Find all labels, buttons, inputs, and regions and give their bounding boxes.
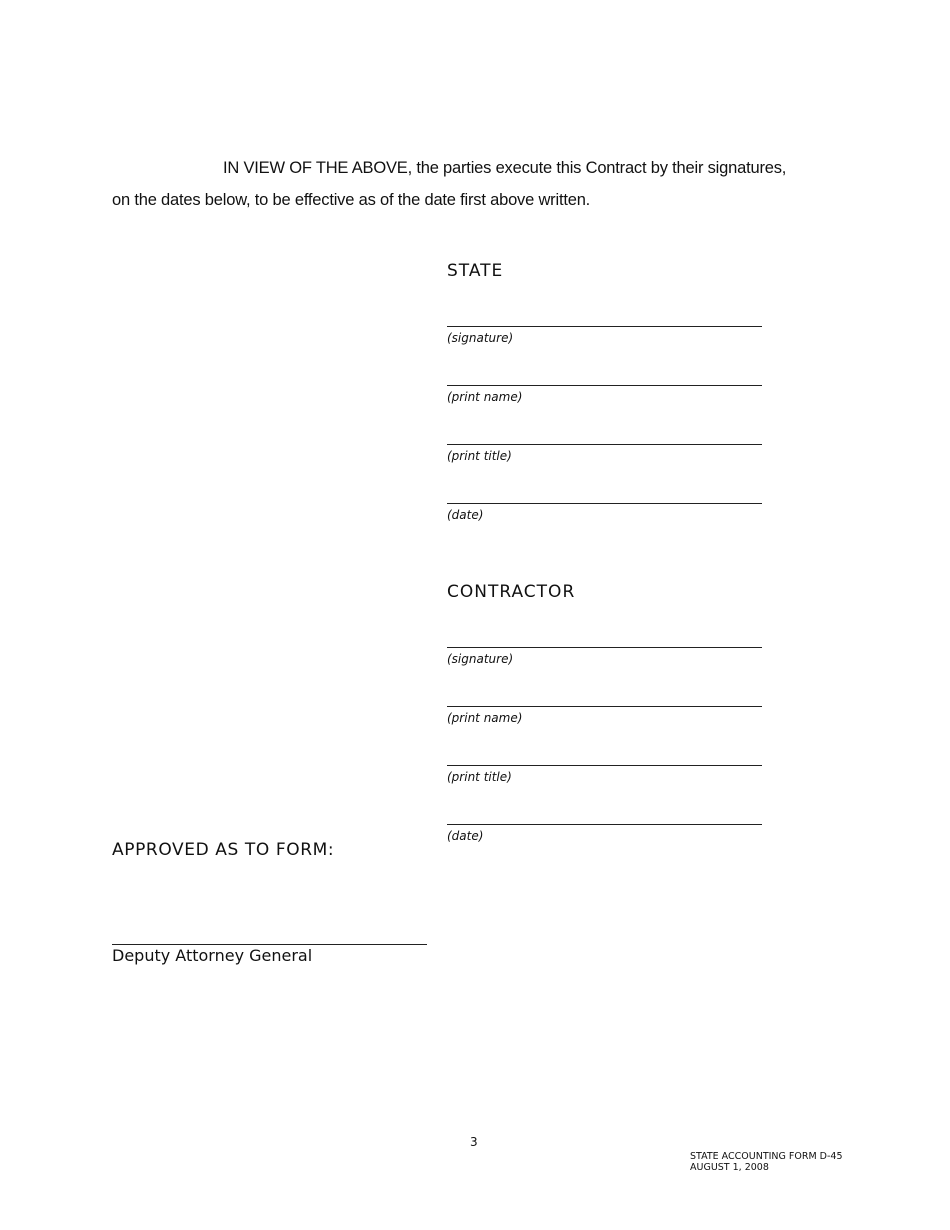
- intro-line-1: IN VIEW OF THE ABOVE, the parties execute this Contract by their signatures,: [223, 159, 787, 177]
- state-print-name-field[interactable]: [447, 372, 767, 405]
- state-print-title-caption: (print title): [447, 449, 512, 463]
- state-date-field[interactable]: [447, 490, 767, 523]
- intro-paragraph: [112, 152, 832, 216]
- state-date-line[interactable]: [447, 503, 762, 504]
- contractor-print-name-field[interactable]: [447, 693, 767, 726]
- state-print-name-caption: (print name): [447, 390, 523, 404]
- state-signature-field[interactable]: [447, 313, 767, 346]
- state-heading: STATE: [447, 261, 504, 281]
- contractor-heading: CONTRACTOR: [447, 582, 576, 602]
- contractor-date-caption: (date): [447, 829, 484, 843]
- contractor-print-title-field[interactable]: [447, 752, 767, 785]
- deputy-attorney-general-label: Deputy Attorney General: [112, 946, 313, 965]
- form-name: STATE ACCOUNTING FORM D-45: [690, 1151, 843, 1162]
- contractor-print-name-caption: (print name): [447, 711, 523, 725]
- state-print-name-line[interactable]: [447, 385, 762, 386]
- approved-as-to-form-heading: APPROVED AS TO FORM:: [112, 840, 335, 860]
- intro-line-2: on the dates below, to be effective as of the date first above written.: [112, 191, 591, 209]
- contractor-date-field[interactable]: [447, 811, 767, 844]
- state-print-title-line[interactable]: [447, 444, 762, 445]
- contractor-signature-caption: (signature): [447, 652, 514, 666]
- contractor-print-title-line[interactable]: [447, 765, 762, 766]
- deputy-attorney-general-signature-line[interactable]: [112, 944, 427, 945]
- contractor-date-line[interactable]: [447, 824, 762, 825]
- state-print-title-field[interactable]: [447, 431, 767, 464]
- contractor-signature-line[interactable]: [447, 647, 762, 648]
- contractor-print-name-line[interactable]: [447, 706, 762, 707]
- page-number: 3: [470, 1135, 478, 1149]
- form-date: AUGUST 1, 2008: [690, 1162, 769, 1173]
- contractor-signature-field[interactable]: [447, 634, 767, 667]
- contractor-print-title-caption: (print title): [447, 770, 512, 784]
- state-signature-line[interactable]: [447, 326, 762, 327]
- form-identifier: [690, 1151, 843, 1173]
- state-signature-caption: (signature): [447, 331, 514, 345]
- state-date-caption: (date): [447, 508, 484, 522]
